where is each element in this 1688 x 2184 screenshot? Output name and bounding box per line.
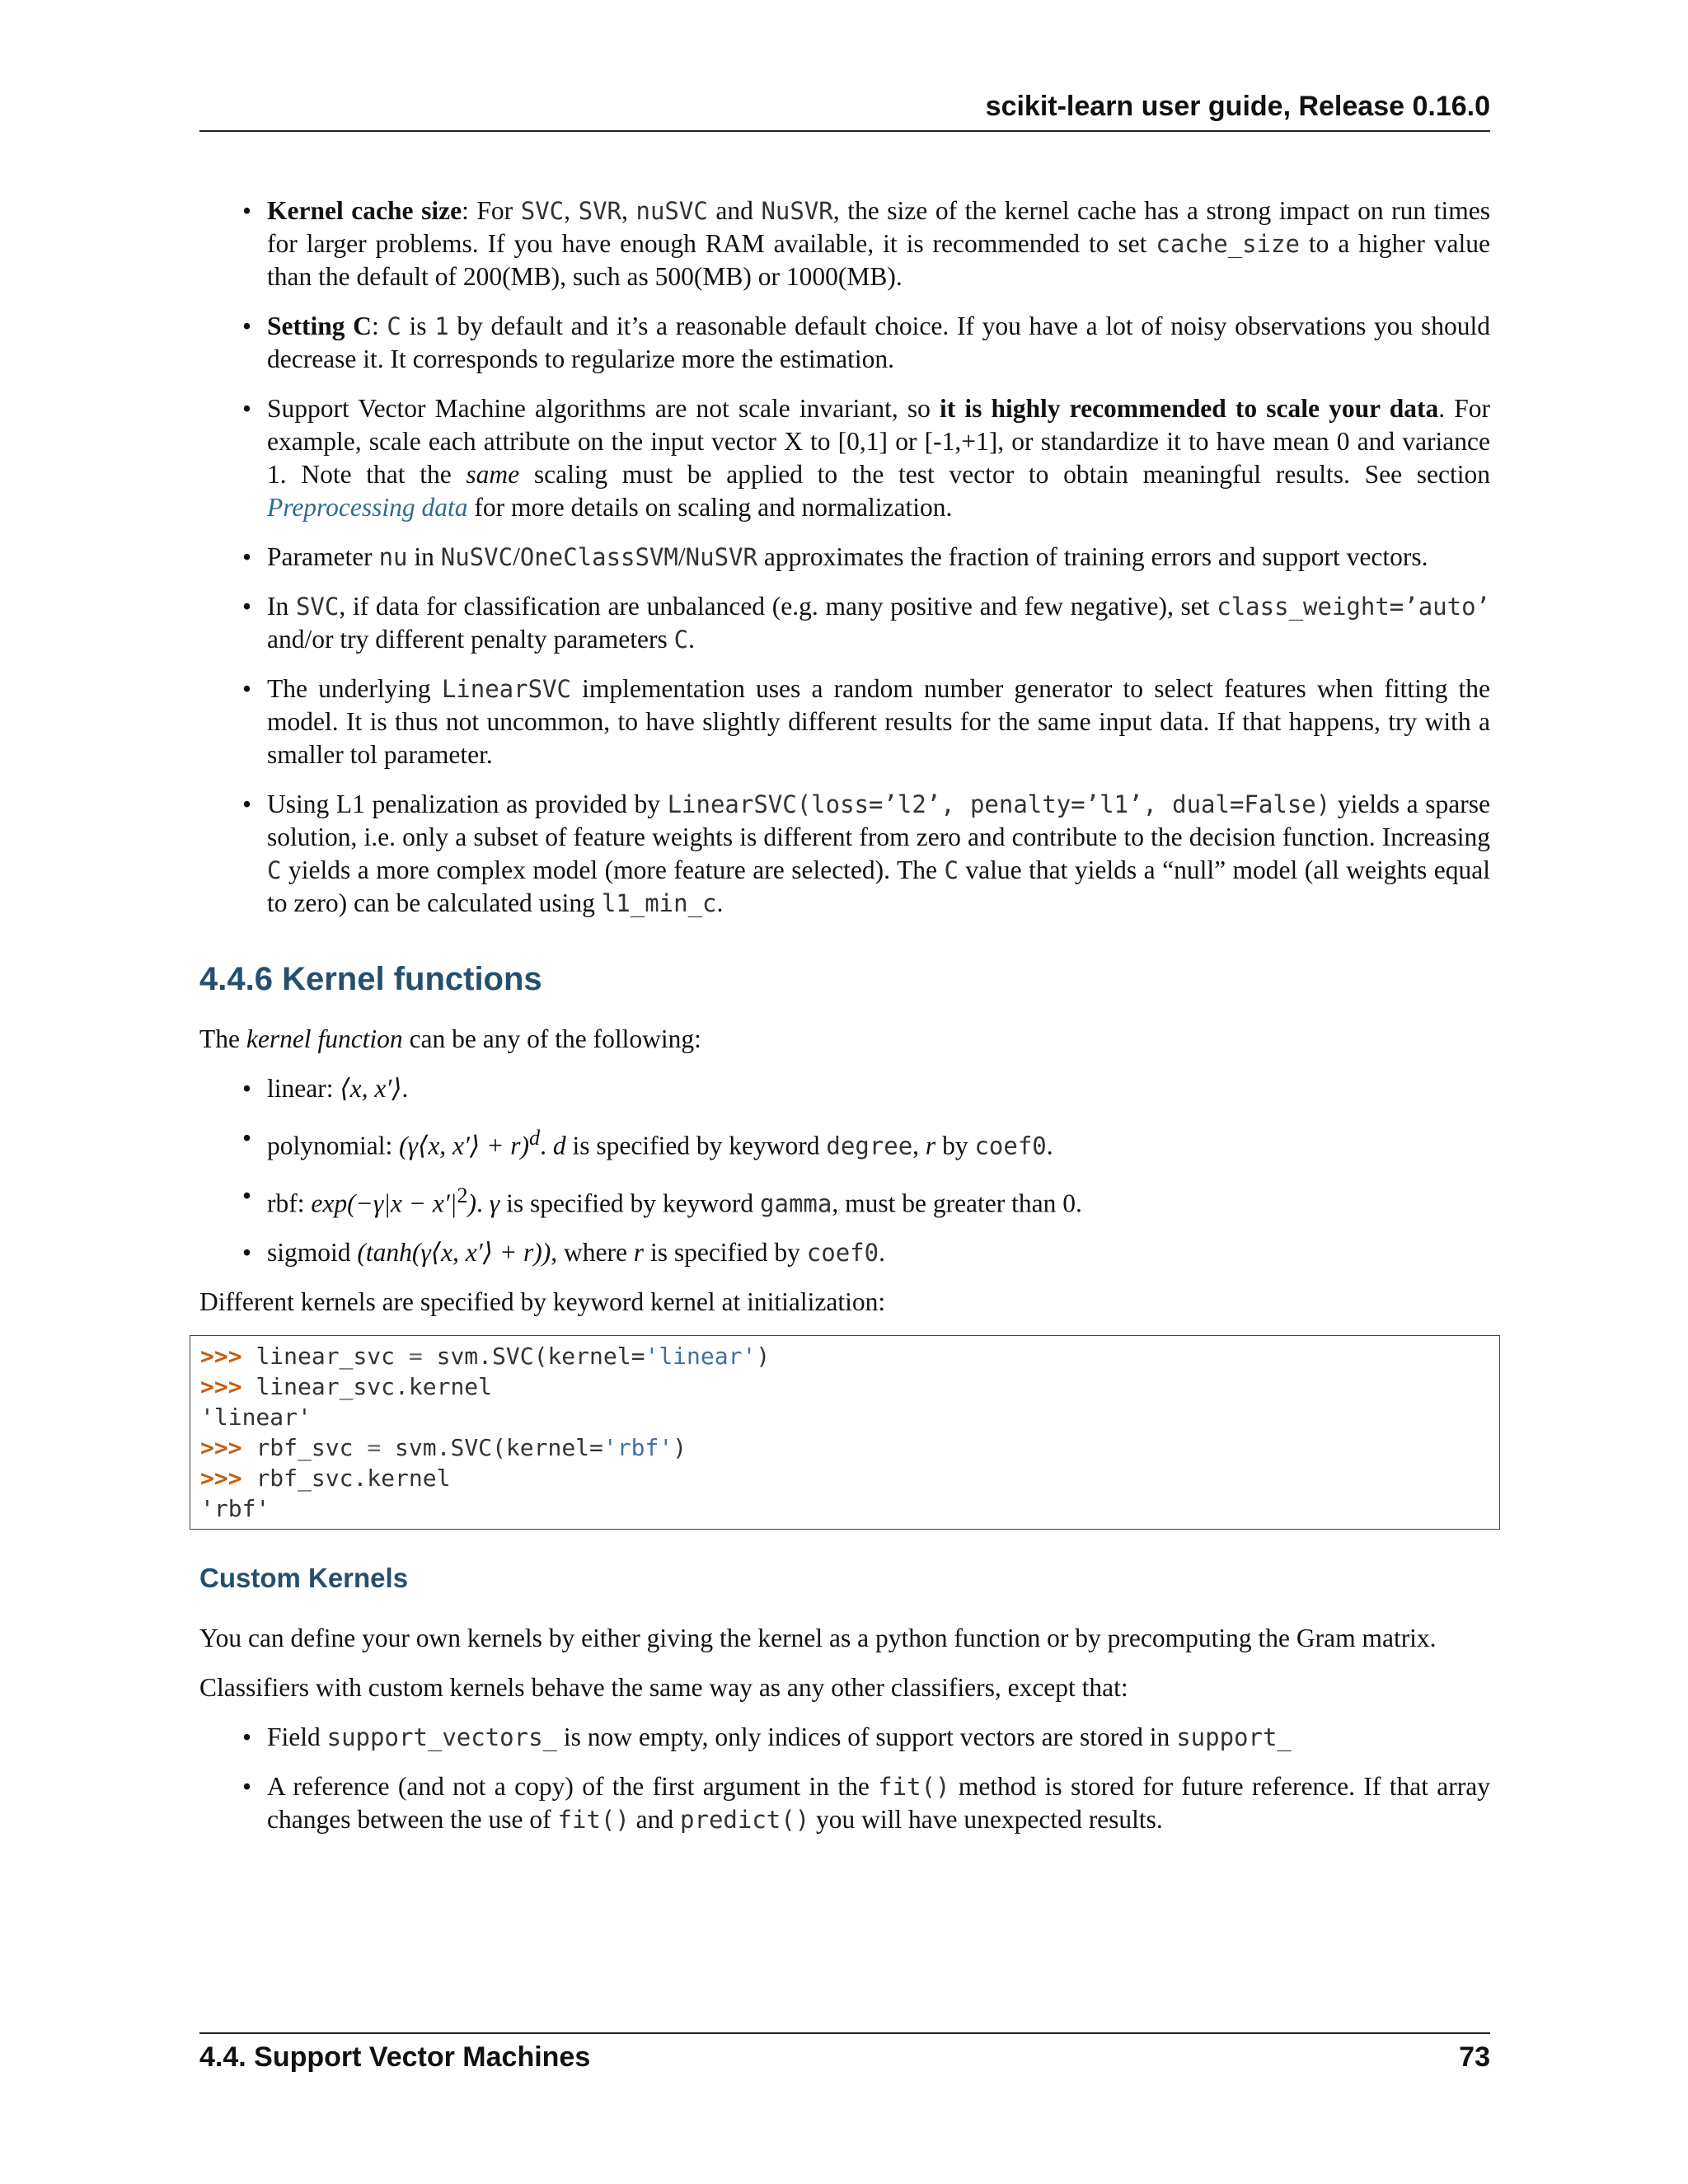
kernel-intro: The kernel function can be any of the following:	[199, 1024, 701, 1053]
content	[199, 194, 1490, 1853]
tip-unbalanced: • In SVC, if data for classification are unbalanced (e.g. many positive and few negative), set class_weight=’auto’ and/or try different penalty parameters C.	[199, 590, 1490, 656]
footer-section-title: 4.4. Support Vector Machines	[199, 2041, 591, 2073]
custom-para-1: You can define your own kernels by either giving the kernel as a python function or by precomputing the Gram matrix.	[199, 1624, 1437, 1652]
code-example: >>> linear_svc = svm.SVC(kernel='linear') >>> linear_svc.kernel 'linear' >>> rbf_svc = svm.SVC(kernel='rbf') >>> rbf_svc.kernel 'rbf'	[190, 1335, 1500, 1530]
tip-kernel-cache: • Kernel cache size: For SVC, SVR, nuSVC and NuSVR, the size of the kernel cache has a strong impact on run times for larger problems. If you have enough RAM available, it is recommended to set cache_size to a higher value than the default of 200(MB), such as 500(MB) or 1000(MB).	[199, 194, 1490, 293]
tip-nu: • Parameter nu in NuSVC/OneClassSVM/NuSVR approximates the fraction of training errors and support vectors.	[199, 541, 1490, 574]
tip-linearsvc: • The underlying LinearSVC implementation uses a random number generator to select features when fitting the model. It is thus not uncommon, to have slightly different results for the same input data. If that happens, try with a smaller tol parameter.	[199, 673, 1490, 771]
running-header: scikit-learn user guide, Release 0.16.0	[985, 91, 1490, 122]
kernel-sigmoid: • sigmoid (tanh(γ⟨x, x′⟩ + r)), where r is specified by coef0.	[199, 1236, 1490, 1269]
kernel-polynomial: • polynomial: (γ⟨x, x′⟩ + r)$^d$. d is specified by keyword degree, r by coef0.	[199, 1122, 1490, 1163]
page-number: 73	[1459, 2041, 1490, 2073]
kernel-list	[199, 1072, 1490, 1269]
tips-list	[199, 194, 1490, 920]
kernel-linear: • linear: ⟨x, x′⟩.	[199, 1072, 1490, 1105]
custom-fit-reference: • A reference (and not a copy) of the first argument in the fit() method is stored for future reference. If that array changes between the use of fit() and predict() you will have unexpected results.	[199, 1770, 1490, 1836]
tip-setting-c: • Setting C: C is 1 by default and it’s a reasonable default choice. If you have a lot of noisy observations you should decrease it. It corresponds to regularize more the estimation.	[199, 310, 1490, 376]
subsection-heading-custom-kernels: Custom Kernels	[199, 1563, 409, 1593]
custom-list	[199, 1721, 1490, 1836]
tip-scale: • Support Vector Machine algorithms are not scale invariant, so it is highly recommended to scale your data. For example, scale each attribute on the input vector X to [0,1] or [-1,+1], or standardize it to have mean 0 and variance 1. Note that the same scaling must be applied to the test vector to obtain meaningful results. See section Preprocessing data for more details on scaling and normalization.	[199, 392, 1490, 524]
header-rule	[199, 130, 1490, 132]
custom-para-2: Classifiers with custom kernels behave the same way as any other classifiers, except that:	[199, 1673, 1128, 1702]
running-footer	[199, 2041, 1490, 2074]
preprocessing-data-link[interactable]: Preprocessing data	[267, 493, 468, 522]
section-heading-kernel-functions: 4.4.6 Kernel functions	[199, 961, 542, 997]
tip-l1-penalization: • Using L1 penalization as provided by LinearSVC(loss=’l2’, penalty=’l1’, dual=False) yields a sparse solution, i.e. only a subset of feature weights is different from zero and contribute to the decision function. Increasing C yields a more complex model (more feature are selected). The C value that yields a “null” model (all weights equal to zero) can be calculated using l1_min_c.	[199, 788, 1490, 920]
custom-support-vectors: • Field support_vectors_ is now empty, only indices of support vectors are stored in support_	[199, 1721, 1490, 1754]
footer-rule	[199, 2032, 1490, 2034]
kernel-outro: Different kernels are specified by keyword kernel at initialization:	[199, 1287, 886, 1316]
kernel-rbf: • rbf: $\exp(-\gamma|x - x'|^2)$. γ is specified by keyword gamma, must be greater than 0.	[199, 1179, 1490, 1221]
